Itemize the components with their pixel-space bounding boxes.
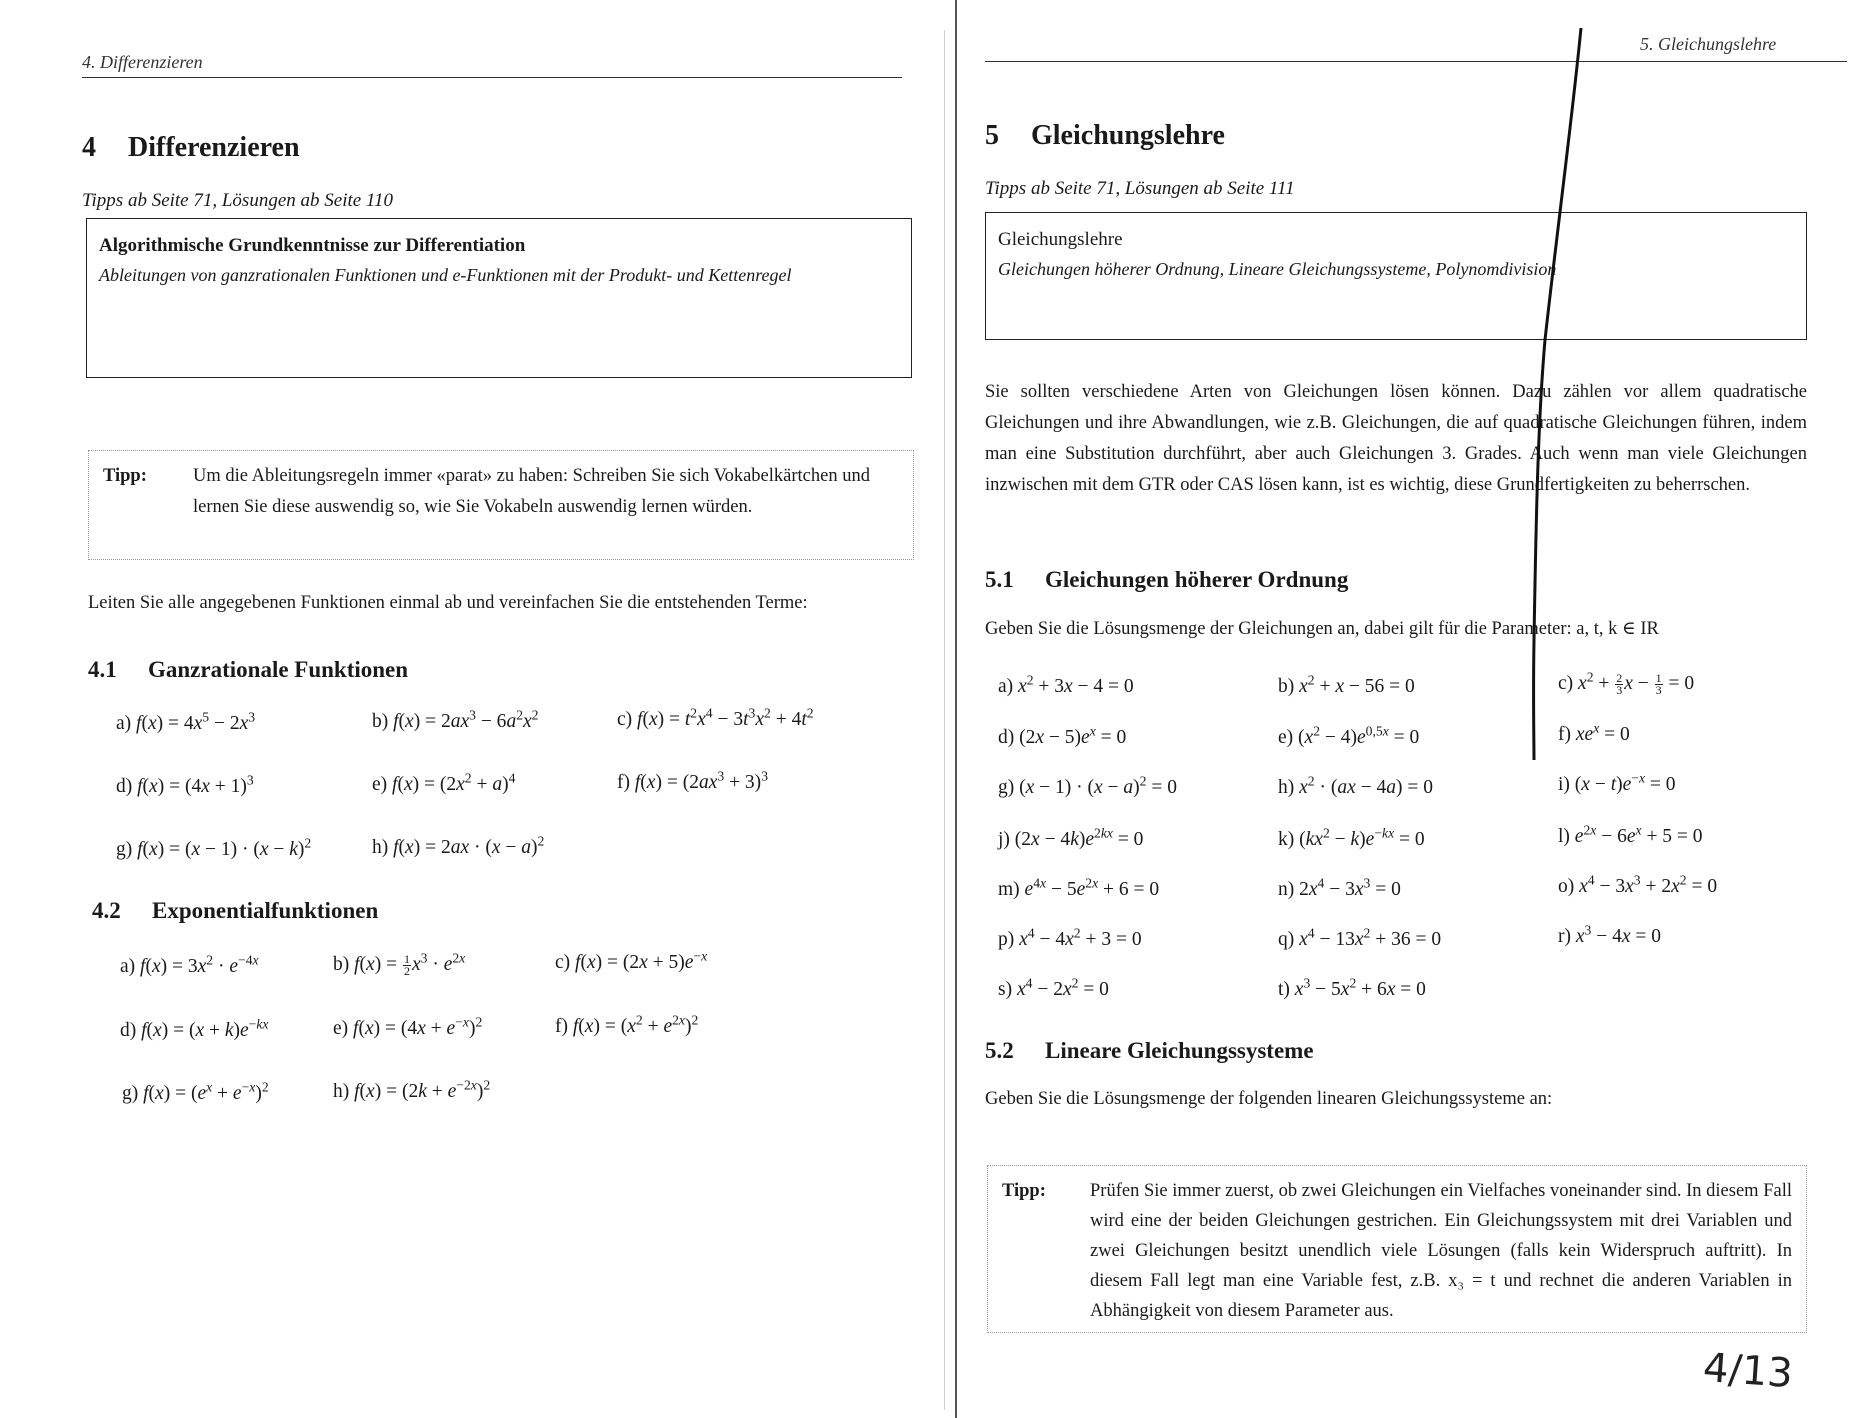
equation-d: d) $(2x - 5)e^x = 0$ — [998, 723, 1127, 748]
exercise-4-2-f: f) $f(x) = (x^2 + e^{2x})^2$ — [555, 1012, 699, 1037]
section-name: Exponentialfunktionen — [152, 898, 379, 923]
section-number: 4.2 — [92, 898, 121, 923]
chapter-number: 4 — [82, 132, 96, 163]
equation-g: g) $(x - 1) \cdot (x - a)^2 = 0$ — [998, 773, 1177, 798]
section-name: Gleichungen höherer Ordnung — [1045, 567, 1349, 592]
exercise-4-2-b: b) f(x) = $\frac{1}{2}$ $x^3 \cdot e^{2x}$ — [333, 950, 466, 979]
exercise-4-1-b: b) $f(x) = 2ax^3 - 6a^2x^2$ — [372, 707, 539, 732]
exercise-4-2-e: e) $f(x) = (4x + e^{-x})^2$ — [333, 1014, 483, 1039]
exercise-4-1-d: d) $f(x) = (4x + 1)^3$ — [116, 772, 254, 797]
exercise-4-2-g: g) $f(x) = (e^x + e^{-x})^2$ — [122, 1079, 269, 1104]
instruction-5-1: Geben Sie die Lösungsmenge der Gleichungen an, dabei gilt für die Parameter: a, t, k ∈ IR — [985, 619, 1659, 639]
chapter-name: Gleichungslehre — [1031, 120, 1225, 151]
topic-box-title: Gleichungslehre — [998, 229, 1123, 250]
equation-i: i) $(x - t)e^{-x} = 0$ — [1558, 770, 1676, 795]
fraction: $\frac{2}{3}$ — [1616, 671, 1623, 698]
equation-a: a) $x^2 + 3x - 4 = 0$ — [998, 672, 1134, 697]
exercise-4-2-h: h) $f(x) = (2k + e^{-2x})^2$ — [333, 1077, 491, 1102]
equation-n: n) $2x^4 - 3x^3 = 0$ — [1278, 875, 1401, 900]
equation-p: p) $x^4 - 4x^2 + 3 = 0$ — [998, 925, 1142, 950]
exercise-4-2-a: a) $f(x) = 3x^2 \cdot e^{-4x}$ — [120, 952, 259, 977]
equation-h: h) $x^2 \cdot (ax - 4a) = 0$ — [1278, 773, 1434, 798]
fraction: $\frac{1}{2}$ — [403, 952, 410, 979]
chapter-number: 5 — [985, 120, 999, 151]
section-number: 5.1 — [985, 567, 1014, 592]
tip-text: Um die Ableitungsregeln immer «parat» zu haben: Schreiben Sie sich Vokabelkärtchen und lernen Sie diese auswendig so, wie Sie Vokabeln auswendig lernen würden. — [193, 466, 870, 517]
section-name: Lineare Gleichungssysteme — [1045, 1038, 1314, 1063]
tipps-reference-right: Tipps ab Seite 71, Lösungen ab Seite 111 — [985, 178, 1295, 199]
section-number: 5.2 — [985, 1038, 1014, 1063]
equation-q: q) $x^4 - 13x^2 + 36 = 0$ — [1278, 925, 1442, 950]
tip-text: Prüfen Sie immer zuerst, ob zwei Gleichungen ein Vielfaches voneinander sind. In diesem Fall wird eine der beiden Gleichungen gestrichen. Ein Gleichungssystem mit drei Variablen und zwei Gleichungen besitzt unendlich viele Lösungen (falls kein Widerspruch auftritt). In diesem Fall legt man eine Variable fest, z.B. x₃ = t und rechnet die anderen Variablen in Abhängigkeit von diesem Parameter aus. — [1090, 1181, 1792, 1321]
pen-stroke-line — [1534, 28, 1581, 760]
tipps-reference-left: Tipps ab Seite 71, Lösungen ab Seite 110 — [82, 190, 394, 211]
equation-b: b) $x^2 + x - 56 = 0$ — [1278, 672, 1415, 697]
equation-e: e) $(x^2 - 4)e^{0,5x} = 0$ — [1278, 723, 1420, 748]
exercise-4-2-c: c) $f(x) = (2x + 5)e^{-x}$ — [555, 948, 708, 973]
running-head-right: 5. Gleichungslehre — [1640, 34, 1777, 54]
equation-c: c) $x^2$ + $\frac{2}{3}$ x − $\frac{1}{3}$ = 0 — [1558, 669, 1695, 698]
equation-o: o) $x^4 - 3x^3 + 2x^2 = 0$ — [1558, 872, 1718, 897]
fraction: $\frac{1}{3}$ — [1655, 671, 1662, 698]
tip-label: Tipp: — [103, 466, 147, 486]
tip-label: Tipp: — [1002, 1181, 1046, 1201]
instruction-5-2: Geben Sie die Lösungsmenge der folgenden linearen Gleichungssysteme an: — [985, 1089, 1553, 1109]
topic-box-subtitle: Ableitungen von ganzrationalen Funktionen und e-Funktionen mit der Produkt- und Kettenregel — [99, 265, 792, 285]
section-number: 4.1 — [88, 657, 117, 682]
equation-r: r) $x^3 - 4x = 0$ — [1558, 922, 1662, 947]
running-head-left: 4. Differenzieren — [82, 52, 203, 72]
intro-paragraph: Sie sollten verschiedene Arten von Gleichungen lösen können. Dazu zählen vor allem quadratische Gleichungen und ihre Abwandlungen, wie z.B. Gleichungen, die auf quadratische Gleichungen führen, indem man eine Substitution durchführt, aber auch Gleichungen 3. Grades. Auch wenn man viele Gleichungen inzwischen mit dem GTR oder CAS lösen kann, ist es wichtig, diese Grundfertigkeiten zu beherrschen. — [985, 382, 1807, 495]
exercise-4-1-f: f) $f(x) = (2ax^3 + 3)^3$ — [617, 768, 769, 793]
equation-t: t) $x^3 - 5x^2 + 6x = 0$ — [1278, 975, 1426, 1000]
equation-f: f) $xe^x = 0$ — [1558, 720, 1630, 745]
topic-box-subtitle: Gleichungen höherer Ordnung, Lineare Gleichungssysteme, Polynomdivision — [998, 259, 1557, 279]
exercise-4-2-d: d) $f(x) = (x + k)e^{-kx}$ — [120, 1016, 269, 1041]
equation-l: l) $e^{2x} - 6e^x + 5 = 0$ — [1558, 822, 1703, 847]
section-name: Ganzrationale Funktionen — [148, 657, 409, 682]
equation-s: s) $x^4 - 2x^2 = 0$ — [998, 975, 1109, 1000]
exercise-4-1-a: a) $f(x) = 4x^5 - 2x^3$ — [116, 709, 256, 734]
exercise-4-1-g: g) $f(x) = (x - 1) \cdot (x - k)^2$ — [116, 835, 312, 860]
chapter-name: Differenzieren — [128, 132, 300, 163]
equation-k: k) $(kx^2 - k)e^{-kx} = 0$ — [1278, 825, 1425, 850]
topic-box-title: Algorithmische Grundkenntnisse zur Differentiation — [99, 235, 526, 256]
instruction-differentiate: Leiten Sie alle angegebenen Funktionen einmal ab und vereinfachen Sie die entstehenden Terme: — [88, 593, 808, 613]
equation-m: m) $e^{4x} - 5e^{2x} + 6 = 0$ — [998, 875, 1160, 900]
equation-j: j) $(2x - 4k)e^{2kx} = 0$ — [998, 825, 1144, 850]
exercise-4-1-e: e) $f(x) = (2x^2 + a)^4$ — [372, 770, 516, 795]
exercise-4-1-c: c) $f(x) = t^2x^4 - 3t^3x^2 + 4t^2$ — [617, 705, 814, 730]
handwritten-page-number: 4/13 — [1701, 1344, 1795, 1398]
exercise-4-1-h: h) $f(x) = 2ax \cdot (x - a)^2$ — [372, 833, 545, 858]
